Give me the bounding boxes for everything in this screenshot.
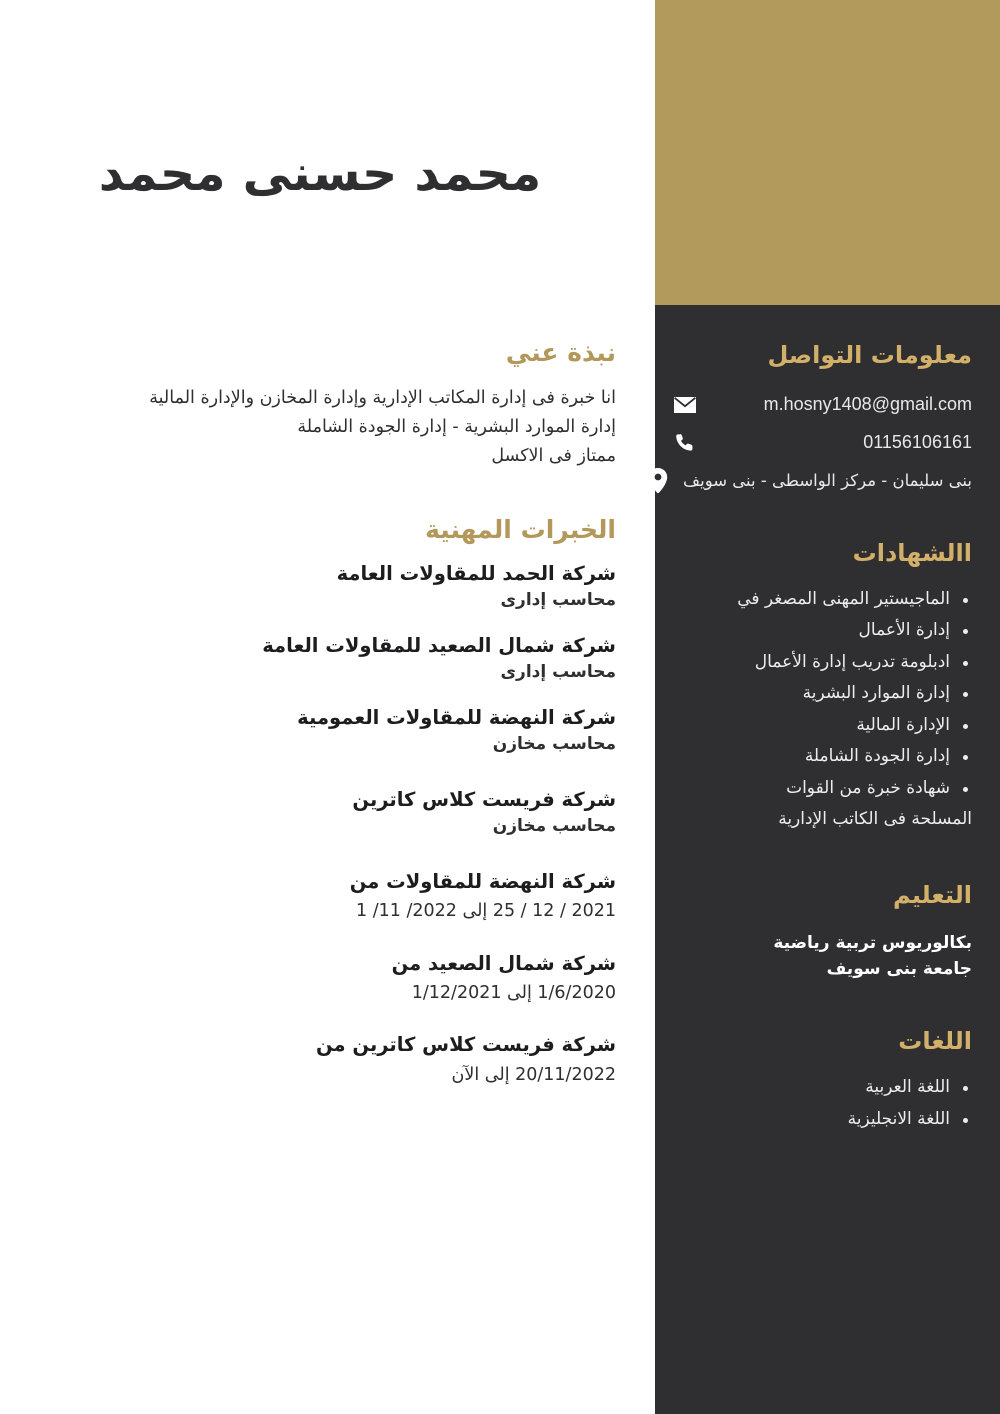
list-item: إدارة الجودة الشاملة [672,741,972,772]
experience-company: شركة النهضة للمقاولات العمومية [297,705,616,729]
about-line: ممتاز فى الاكسل [491,445,616,466]
contact-row-address[interactable] [672,468,972,494]
experience-company: شركة الحمد للمقاولات العامة [336,561,616,585]
contact-heading: معلومات التواصل [767,341,972,369]
sidebar-content-column [672,340,972,1135]
education-body [672,930,972,983]
experience-item [60,561,616,613]
contact-email-value: m.hosny1408@gmail.com [763,394,972,415]
experience-company: شركة فريست كلاس كاترين [352,787,616,811]
list-item: إدارة الأعمال [672,615,972,646]
experience-company: شركة شمال الصعيد للمقاولات العامة [262,633,616,657]
education-heading: التعليم [893,880,972,909]
experience-date-title: شركة فريست كلاس كاترين من [316,1033,616,1057]
experience-date-title: شركة النهضة للمقاولات من [349,870,616,894]
list-item: إدارة الموارد البشرية [672,678,972,709]
experience-date-range: 20/11/2022 إلى الآن [451,1064,616,1085]
contact-phone-value: 01156106161 [863,432,972,453]
contact-row-email[interactable] [672,392,972,418]
certificates-heading: االشهادات [852,539,972,567]
experience-item [60,633,616,685]
education-degree: بكالوريوس تربية رياضية [773,932,972,953]
list-item: اللغة العربية [672,1072,972,1103]
about-line: انا خبرة فى إدارة المكاتب الإدارية وإدارة المخازن والإدارة المالية [149,388,616,408]
about-section [60,338,616,471]
page-title [0,146,640,202]
languages-heading: اللغات [898,1027,972,1056]
about-line: إدارة الموارد البشرية - إدارة الجودة الشاملة [297,416,616,437]
phone-icon [672,430,698,456]
about-heading: نبذة عني [505,338,616,367]
experience-date-title: شركة شمال الصعيد من [391,951,616,975]
main-content-column [60,338,616,1114]
contact-list [672,392,972,494]
experience-role: محاسب مخازن [492,734,616,755]
experience-date-item [60,1032,616,1088]
languages-section [672,1026,972,1135]
envelope-icon [672,392,698,418]
contact-address-value: بنى سليمان - مركز الواسطى - بنى سويف [683,471,972,491]
list-item: شهادة خبرة من القوات [672,773,972,804]
about-body [60,384,616,471]
experience-item [60,787,616,839]
experience-heading: الخبرات المهنية [425,514,616,544]
experience-item [60,705,616,757]
list-item: الماجيستير المهنى المصغر في [672,584,972,615]
experience-section [60,515,616,1088]
certificates-list [672,584,972,836]
education-section [672,880,972,983]
candidate-name: محمد حسنى محمد [98,145,542,202]
experience-role: محاسب مخازن [492,816,616,837]
list-item: الإدارة المالية [672,710,972,741]
education-institution: جامعة بنى سويف [826,958,972,979]
list-item-continuation: المسلحة فى الكاتب الإدارية [778,809,972,830]
list-item: ادبلومة تدريب إدارة الأعمال [672,647,972,678]
experience-date-item [60,869,616,925]
certificates-section [672,538,972,836]
location-pin-icon [645,468,671,494]
experience-date-range: 1/6/2020 إلى 1/12/2021 [411,982,616,1003]
languages-list [672,1072,972,1135]
contact-section [672,340,972,494]
contact-row-phone[interactable] [672,430,972,456]
experience-role: محاسب إدارى [500,662,616,683]
experience-date-range: 2021 / 12 / 25 إلى 2022/ 11/ 1 [356,901,616,922]
experience-role: محاسب إدارى [500,589,616,610]
experience-date-item [60,951,616,1007]
gold-accent-band [655,0,1000,305]
list-item: اللغة الانجليزية [672,1104,972,1135]
